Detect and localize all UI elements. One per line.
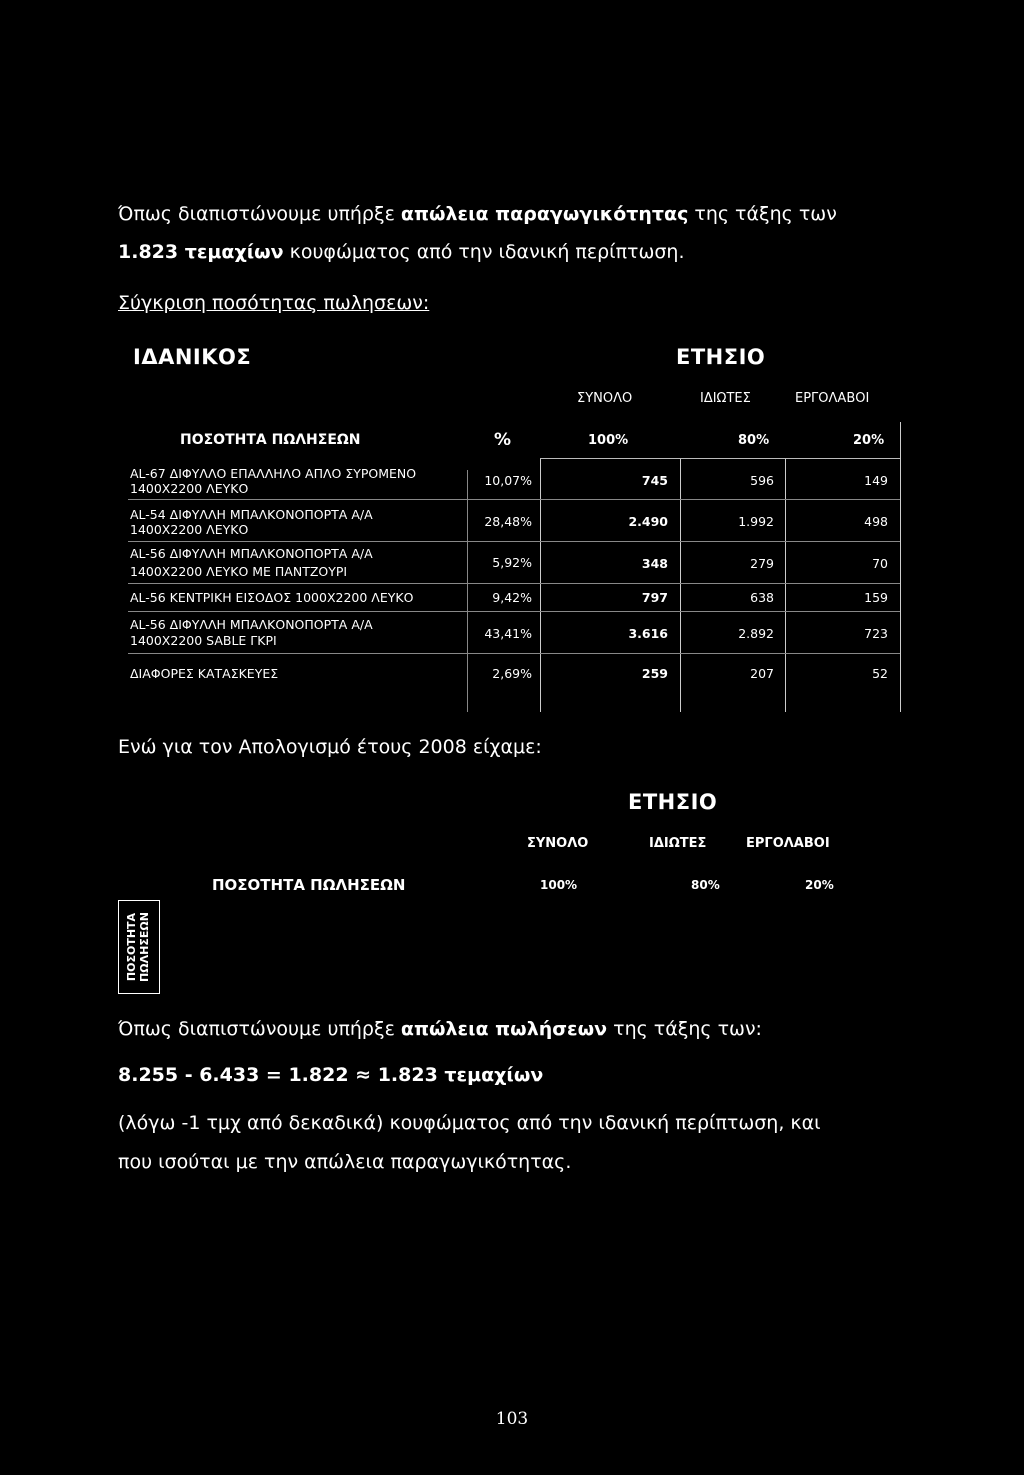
annual-title: ΕΤΗΣΙΟ [676,345,766,369]
col-total-header: ΣΥΝΟΛΟ [577,391,633,406]
intro-line-1 [118,205,837,224]
qty-label-2: ΠΟΣΟΤΗΤΑ ΠΩΛΗΣΕΩΝ [212,876,406,894]
conclusion-line-1 [118,1020,762,1039]
conclusion-line-3: (λόγω -1 τμχ από δεκαδικά) κουφώματος από την ιδανική περίπτωση, και [118,1112,821,1134]
row-contractors: 498 [864,514,888,529]
row-label-line-2: 1400Χ2200 ΛΕΥΚΟ [130,522,249,537]
row-total: 259 [641,666,668,681]
row-private: 279 [750,556,774,571]
row-pct: 2,69% [492,666,532,681]
qty-label: ΠΟΣΟΤΗΤΑ ΠΩΛΗΣΕΩΝ [180,432,361,448]
grid-line [540,458,900,459]
table-divider-pct [540,458,541,712]
intro-emphasis: απώλεια παραγωγικότητας [400,203,689,225]
annual-title-2: ΕΤΗΣΙΟ [628,790,718,814]
row-total: 348 [641,556,668,571]
row-pct: 9,42% [492,590,532,605]
grid-line [128,653,900,654]
row-pct: 28,48% [484,514,532,529]
row-pct: 43,41% [484,626,532,641]
ideal-title: ΙΔΑΝΙΚΟΣ [133,345,252,369]
col-private-header: ΙΔΙΩΤΕΣ [700,391,751,406]
row-private: 1.992 [738,514,774,529]
row-pct: 10,07% [484,473,532,488]
pct-contractors: 20% [853,433,885,448]
side-label-line-2: ΠΩΛΗΣΕΩΝ [138,912,151,982]
col-total-header-2: ΣΥΝΟΛΟ [527,836,589,851]
row-private: 207 [750,666,774,681]
section-heading: Σύγκριση ποσότητας πωλησεων: [118,292,430,314]
intro-text: Όπως διαπιστώνουμε υπήρξε [118,203,401,225]
conclusion-text-end: της τάξης των: [607,1018,762,1040]
row-contractors: 723 [864,626,888,641]
row-label-line-2: 1400Χ2200 ΛΕΥΚΟ [130,481,249,496]
pct-symbol: % [494,430,512,450]
table-divider-private [785,458,786,712]
row-total: 745 [641,473,668,488]
row-label-line-1: AL-56 ΔΙΦΥΛΛΗ ΜΠΑΛΚΟΝΟΠΟΡΤΑ Α/Α [130,546,373,561]
row-contractors: 70 [872,556,888,571]
row-label-line-1: AL-54 ΔΙΦΥΛΛΗ ΜΠΑΛΚΟΝΟΠΟΡΤΑ Α/Α [130,507,373,522]
intro-text-2: κουφώματος από την ιδανική περίπτωση. [283,241,685,263]
row-label-line-1: AL-67 ΔΙΦΥΛΛΟ ΕΠΑΛΛΗΛΟ ΑΠΛΟ ΣΥΡΟΜΕΝΟ [130,466,417,481]
conclusion-calculation: 8.255 - 6.433 = 1.822 ≈ 1.823 τεμαχίων [118,1064,544,1086]
row-total: 797 [641,590,668,605]
row-label-line-2: 1400Χ2200 SABLE ΓΚΡΙ [130,633,277,648]
side-label [125,912,151,982]
col-contractors-header-2: ΕΡΓΟΛΑΒΟΙ [746,836,830,851]
middle-text: Ενώ για τον Απολογισμό έτους 2008 είχαμε: [118,736,542,758]
row-contractors: 159 [864,590,888,605]
grid-line [128,541,900,542]
table-divider-label [467,470,468,712]
pct-private-2: 80% [691,878,720,892]
pct-total-2: 100% [540,878,578,892]
pct-contractors-2: 20% [805,878,834,892]
intro-text-end: της τάξης των [688,203,837,225]
row-private: 596 [750,473,774,488]
pct-total: 100% [588,433,629,448]
col-contractors-header: ΕΡΓΟΛΑΒΟΙ [795,391,870,406]
row-pct: 5,92% [492,555,532,570]
row-total: 2.490 [628,514,668,529]
col-private-header-2: ΙΔΙΩΤΕΣ [649,836,707,851]
conclusion-line-4: που ισούται με την απώλεια παραγωγικότητας. [118,1151,572,1173]
row-contractors: 52 [872,666,888,681]
side-label-line-1: ΠΟΣΟΤΗΤΑ [125,912,138,982]
grid-line [128,611,900,612]
intro-quantity: 1.823 τεμαχίων [118,241,284,263]
conclusion-text: Όπως διαπιστώνουμε υπήρξε [118,1018,401,1040]
row-contractors: 149 [864,473,888,488]
row-total: 3.616 [628,626,668,641]
page-number: 103 [495,1409,529,1429]
pct-private: 80% [738,433,770,448]
row-private: 2.892 [738,626,774,641]
row-label-line-1: AL-56 ΚΕΝΤΡΙΚΗ ΕΙΣΟΔΟΣ 1000Χ2200 ΛΕΥΚΟ [130,590,414,605]
intro-line-2 [118,243,685,262]
table-divider-total [680,458,681,712]
table-border-right [900,422,901,712]
row-label-line-1: AL-56 ΔΙΦΥΛΛΗ ΜΠΑΛΚΟΝΟΠΟΡΤΑ Α/Α [130,617,373,632]
grid-line [128,499,900,500]
grid-line [128,583,900,584]
row-private: 638 [750,590,774,605]
row-label-line-1: ΔΙΑΦΟΡΕΣ ΚΑΤΑΣΚΕΥΕΣ [130,666,279,681]
conclusion-emphasis: απώλεια πωλήσεων [400,1018,608,1040]
row-label-line-2: 1400Χ2200 ΛΕΥΚΟ ΜΕ ΠΑΝΤΖΟΥΡΙ [130,564,348,579]
